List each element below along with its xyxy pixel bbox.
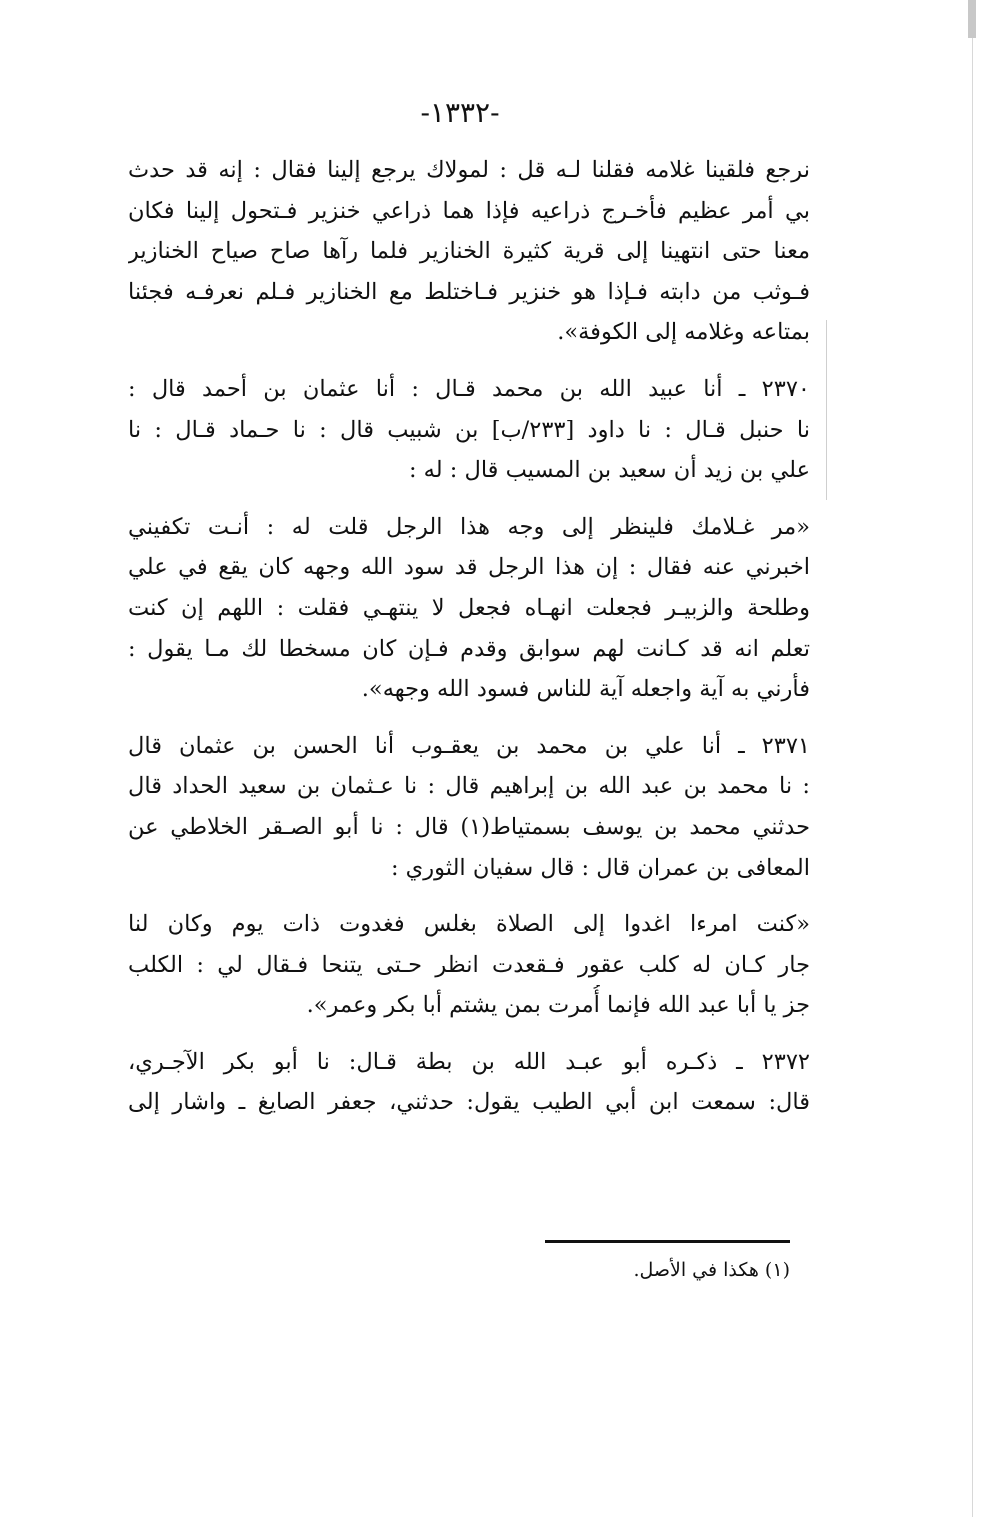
text-line: تعلم انه قد كـانت لهم سوابق وقدم فـإن كان مسخطا لك مـا يقول : [128,635,810,662]
text-line: فـوثب من دابته فـإذا هو خنزير فـاختلط مع الخنازير فـلم نعرفـه فجئنا [128,278,810,305]
body-text [128,150,810,1133]
text-line: نا حنبل قـال : نا داود [٢٣٣/ب] بن شبيب قال : نا حـماد قـال : نا [128,416,810,443]
paragraph-4 [128,726,810,888]
paragraph-3 [128,507,810,710]
text-line: نرجع فلقينا غلامه فقلنا لـه قل : لمولاك يرجع إلينا فقال : إنه قد حدث [128,157,810,183]
text-line: حدثني محمد بن يوسف بسمتياط(١) قال : نا أبو الصـقر الخلاطي عن [128,813,810,840]
footnote: (١) هكذا في الأصل. [633,1259,790,1281]
text-line: «كنت امرءا اغدوا إلى الصلاة بغلس فغدوت ذات يوم وكان لنا [128,911,810,938]
text-line: «مر غـلامك فلينظر إلى وجه هذا الرجل قلت له : أنـت تكفيني [128,513,810,540]
text-line: : نا محمد بن عبد الله بن إبراهيم قال : نا عـثمان بن سعيد الحداد قال [128,773,810,800]
scan-edge-line [972,0,973,1517]
text-line: ٢٣٧٠ ـ أنا عبيد الله بن محمد قـال : أنا عثمان بن أحمد قال : [128,375,810,402]
paragraph-6 [128,1042,810,1123]
text-line: بمتاعه وغلامه إلى الكوفة». [557,319,810,346]
text-line: اخبرني عنه فقال : إن هذا الرجل قد سود الله وجهه كان يقع في علي [128,554,810,581]
text-line: ٢٣٧٢ ـ ذكـره أبو عبـد الله بن بطة قـال: نا أبو بكر الآجـري، [128,1048,810,1075]
text-line: علي بن زيد أن سعيد بن المسيب قال : له : [408,457,810,484]
text-line: قال: سمعت ابن أبي الطيب يقول: حدثني، جعفر الصايغ ـ واشار إلى [128,1089,810,1116]
text-line: وطلحة والزبيـر فجعلت انهـاه فجعل لا ينتهـي فقلت : اللهم إن كنت [128,594,810,621]
text-line: بي أمر عظيم فأخـرج ذراعيه فإذا هما ذراعي خنزير فـتحول إلينا فكان [128,197,810,224]
scan-artifact-line [826,320,827,500]
text-line: معنا حتى انتهينا إلى قرية كثيرة الخنازير فلما رآها صاح صياح الخنازير [128,238,810,265]
paragraph-1 [128,150,810,353]
text-line: فأرني به آية واجعله آية للناس فسود الله وجهه». [361,676,810,703]
text-line: المعافى بن عمران قال : قال سفيان الثوري : [390,854,810,881]
footnote-separator [545,1240,790,1243]
scan-edge-mark [968,0,976,38]
paragraph-2 [128,369,810,491]
text-line: جار كـان له كلب عقور فـقعدت انظر حـتى يتنحا فـقال لي : الكلب [128,951,810,978]
page-number: -١٣٣٢- [420,96,500,129]
text-line: ٢٣٧١ ـ أنا علي بن محمد بن يعقـوب أنا الحسن بن عثمان قال [128,732,810,759]
paragraph-5 [128,904,810,1026]
text-line: جز يا أبا عبد الله فإنما أُمرت بمن يشتم أبا بكر وعمر». [306,992,810,1019]
